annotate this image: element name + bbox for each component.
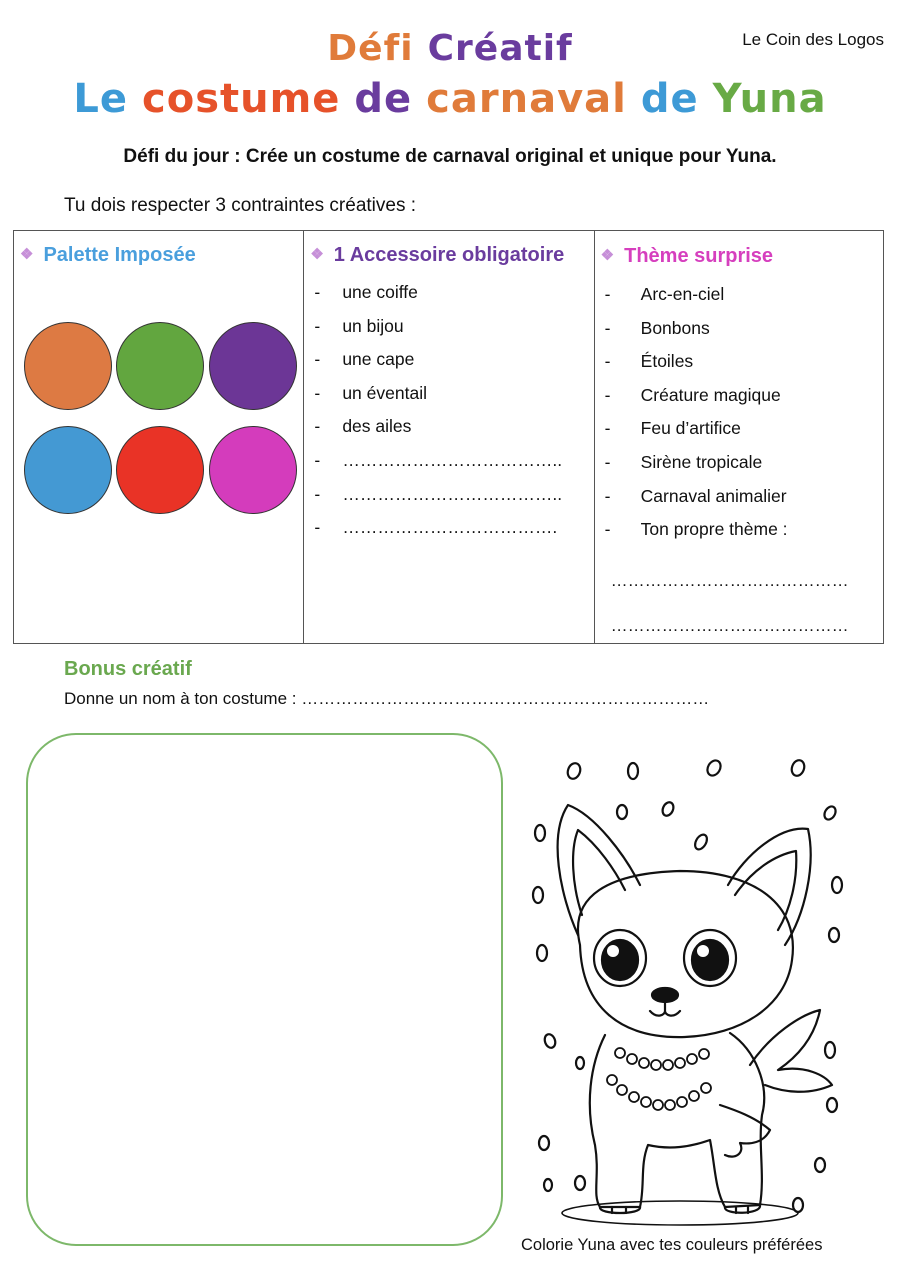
bonus-title: Bonus créatif [64,658,192,680]
dash: - [604,284,611,304]
dash: - [604,384,611,405]
dash: - [604,418,611,439]
dash: - [314,382,321,403]
theme-item: Arc-en-ciel [640,284,725,304]
accessory-column [303,231,593,643]
blank-line: ……………………………….. [342,483,563,504]
dash: - [604,317,611,338]
blank-line: ………………………………. [342,517,558,538]
dash: - [314,349,321,370]
title-line-2 [0,76,900,122]
dash: - [604,351,611,372]
accessory-heading-label: 1 Accessoire obligatoire [333,244,565,266]
accessory-item: un éventail [342,382,427,403]
title-word: Yuna [712,76,827,122]
theme-item: Feu d’artifice [640,418,741,439]
brand-name: Le Coin des Logos [742,30,884,49]
theme-item: Ton propre thème : [640,519,788,540]
constraints-table [13,230,884,644]
puppy-coloring-illustration [520,745,860,1227]
title-line-1 [0,28,900,69]
daily-challenge-text: Défi du jour : Crée un costume de carnaval original et unique pour Yuna. [123,146,777,167]
color-swatch [209,322,297,410]
costume-name-line: Donne un nom à ton costume : ……………………………………………………………… [64,689,710,708]
dash: - [314,449,321,470]
theme-item: Étoiles [640,351,694,372]
color-swatch [24,322,112,410]
palette-column [14,231,303,643]
color-swatch [209,426,297,514]
blank-line: ……………………………….. [342,449,563,470]
blank-line: …………………………………… [610,571,849,590]
palette-heading-label: Palette Imposée [43,244,196,266]
color-swatch [24,426,112,514]
title-word: Créatif [427,28,573,69]
dash: - [314,483,321,504]
accessory-item: un bijou [342,315,404,336]
palette-heading [20,244,196,267]
theme-heading-label: Thème surprise [624,245,774,267]
dash: - [604,485,611,506]
accessory-item: une coiffe [342,282,418,302]
dash: - [604,519,611,540]
theme-item: Sirène tropicale [640,451,763,472]
title-word: Défi [327,28,414,69]
title-word: Le [73,76,128,122]
theme-item: Carnaval animalier [640,485,787,506]
diamond-bullet-icon: ❖ [600,247,615,264]
accessory-item: une cape [342,349,415,370]
dash: - [314,282,321,302]
dash: - [314,315,321,336]
drawing-area[interactable] [26,733,503,1246]
blank-line: …………………………………… [610,616,849,635]
diamond-bullet-icon: ❖ [20,246,34,263]
theme-item: Créature magique [640,384,781,405]
title-word: de [640,76,699,122]
dash: - [314,517,321,538]
color-swatch [116,322,204,410]
theme-column [594,231,883,643]
theme-item: Bonbons [640,317,710,338]
title-word: costume [142,76,341,122]
diamond-bullet-icon: ❖ [310,246,324,263]
dash: - [604,451,611,472]
color-swatch [116,426,204,514]
theme-heading [601,245,773,268]
constraints-intro: Tu dois respecter 3 contraintes créatives : [64,195,417,216]
accessory-heading [310,244,564,267]
accessory-item: des ailes [342,416,412,437]
dash: - [314,416,321,437]
title-word: carnaval [426,76,627,122]
title-word: de [354,76,413,122]
coloring-caption: Colorie Yuna avec tes couleurs préférées [521,1236,823,1254]
